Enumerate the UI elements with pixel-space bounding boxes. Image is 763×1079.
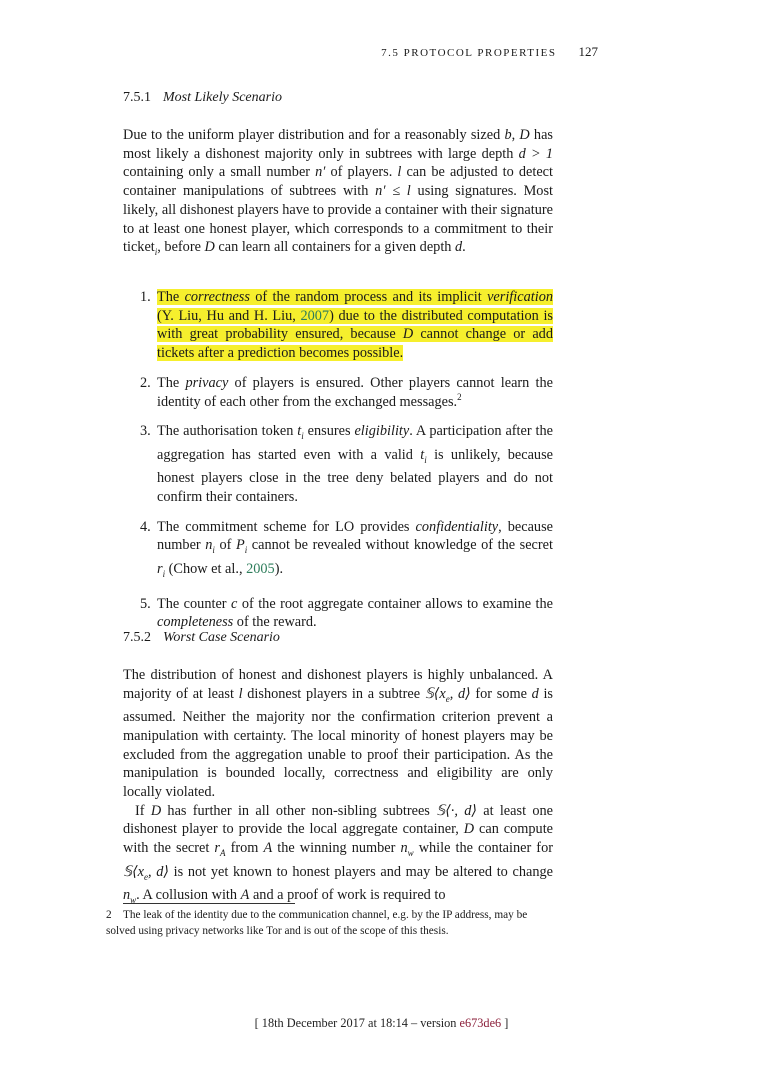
- page-number: 127: [578, 44, 598, 59]
- citation-link[interactable]: 2007: [300, 307, 330, 324]
- subsection-heading-2: [123, 630, 280, 646]
- highlighted-text: The correctness of the random process and its implicit verification (Y. Liu, Hu and H. Liu, 2007) due to the distributed computation is with great probability ensured, because D cannot change or add tickets after a prediction becomes possible.: [157, 289, 553, 362]
- subsection-title: Worst Case Scenario: [163, 630, 280, 645]
- footnote-text: The leak of the identity due to the communication channel, e.g. by the IP address, may be solved using privacy networks like Tor and is out of the scope of this thesis.: [106, 909, 528, 937]
- footnote: [106, 908, 554, 939]
- footnote-ref[interactable]: 2: [457, 391, 462, 402]
- list-item: 3. The authorisation token $t_i$ ensures eligibility. A participation after the aggregation has started even with a valid $t_i$ is unlikely, because honest players close in the tree deny belated players and do not confirm their containers.: [140, 423, 553, 506]
- subsection-number: 7.5.1: [123, 90, 151, 105]
- subsection-number: 7.5.2: [123, 630, 151, 645]
- list-item: 1. The correctness of the random process and its implicit verification (Y. Liu, Hu and H. Liu, 2007) due to the distributed computation is with great probability ensured, because D cannot change or add tickets after a prediction becomes possible.: [140, 289, 553, 362]
- paragraph-most-likely: Due to the uniform player distribution and for a reasonably sized b, D has most likely a dishonest majority only in subtrees with large depth d > 1 containing only a small number n′ of players. l can be adjusted to detect container manipulations of subtrees with n′ ≤ l using signatures. Most likely, all dishonest players have to provide a container with their signature to at least one honest player, which corresponds to a commitment to their ticket$_i$, before D can learn all containers for a given depth d.: [123, 127, 553, 258]
- footnote-rule: [123, 903, 295, 904]
- property-list: [123, 288, 553, 643]
- running-header-section: 7.5 PROTOCOL PROPERTIES: [381, 47, 557, 59]
- running-header: [0, 44, 598, 60]
- list-item: 5. The counter c of the root aggregate container allows to examine the completeness of the reward.: [140, 595, 553, 631]
- list-item: 4. The commitment scheme for LO provides confidentiality, because number $n_i$ of $P_i$ cannot be revealed without knowledge of the secret $r_i$ (Chow et al., 2005).: [140, 518, 553, 579]
- list-item: 2. The privacy of players is ensured. Other players cannot learn the identity of each other from the exchanged messages.$^2$: [140, 374, 553, 410]
- subsection-title: Most Likely Scenario: [163, 90, 282, 105]
- paragraph-worst-case: The distribution of honest and dishonest players is highly unbalanced. A majority of at least l dishonest players in a subtree $𝕊⟨x_e$, d⟩ for some d is assumed. Neither the majority nor the confirmation criterion prevent a manipulation with certainty. The local minority of honest players may be excluded from the aggregation unable to proof their participation. As the manipulation is bounded locally, correctness and eligibility are only locally violated. If D has further in all other non-sibling subtrees 𝕊⟨·, d⟩ at least one dishonest player to provide the local aggregate container, D can compute with the secret $r_A$ from A the winning number $n_w$ while the container for $𝕊⟨x_e$, d⟩ is not yet known to honest players and may be altered to change $n_w$. A collusion with A and a proof of work is required to: [123, 667, 554, 906]
- version-link[interactable]: e673de6: [459, 1016, 502, 1030]
- page-footer: [ 18th December 2017 at 18:14 – version e673de6 ]: [254, 1016, 509, 1030]
- citation-link[interactable]: 2005: [246, 561, 275, 578]
- subsection-heading-1: [123, 90, 282, 106]
- footnote-mark: 2: [106, 909, 112, 921]
